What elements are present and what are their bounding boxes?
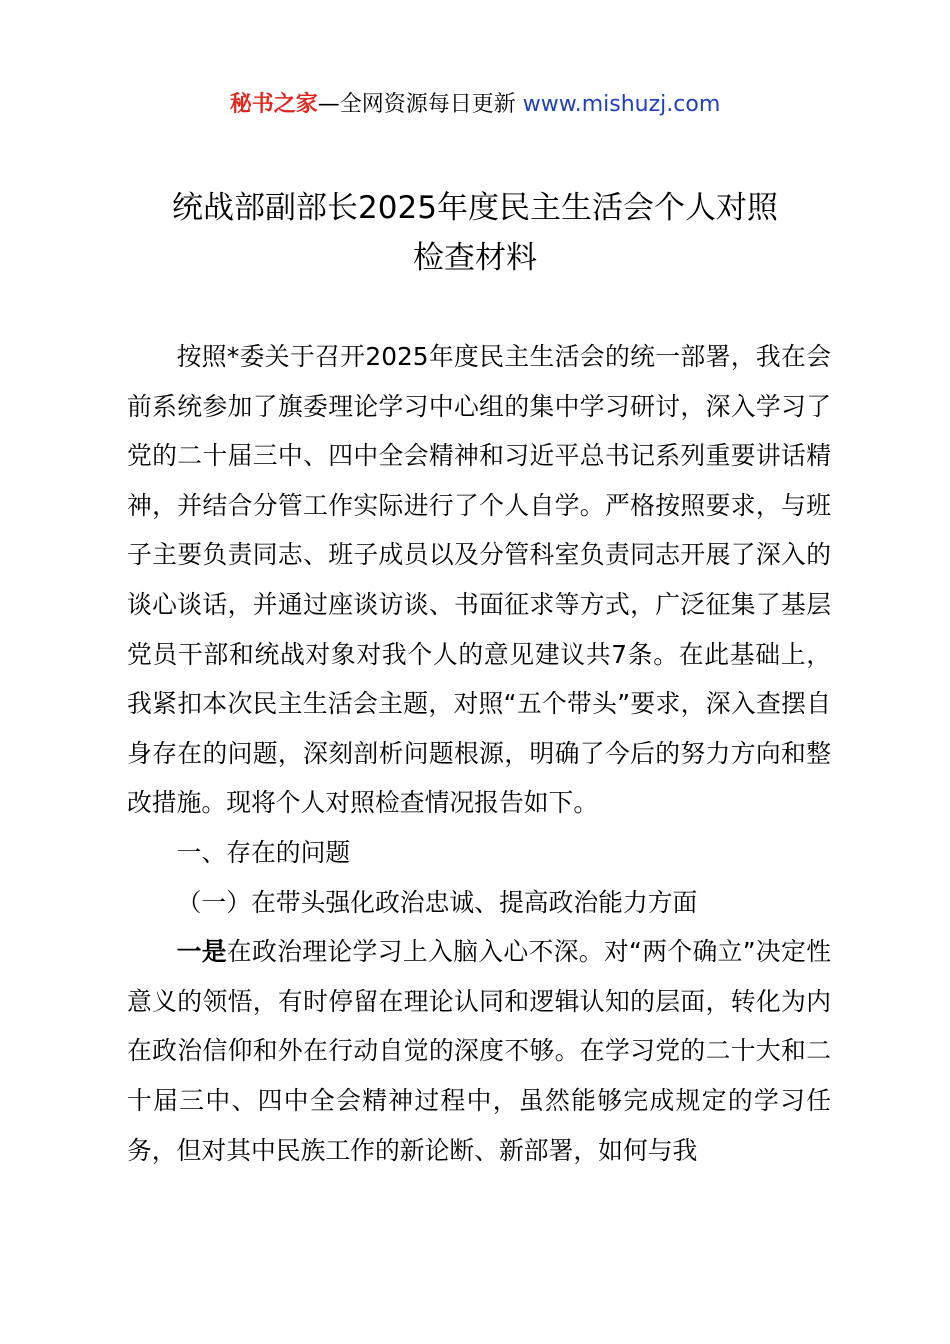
subsection-heading-1: （一）在带头强化政治忠诚、提高政治能力方面 (176, 887, 698, 917)
header-slogan: —全网资源每日更新 (317, 92, 516, 117)
title-line-2: 检查材料 (413, 240, 537, 276)
point-text-1: 在政治理论学习上入脑入心不深。对“两个确立”决定性意义的领悟，有时停留在理论认同和逻辑认知的层面，转化为内在政治信仰和外在行动自觉的深度不够。在学习党的二十大和二十届三中、四中全会精神过程中，虽然能够完成规定的学习任务，但对其中民族工作的新论断、新部署，如何与我 (127, 937, 831, 1165)
header-brand: 秘书之家 (229, 92, 318, 117)
document-body (127, 332, 831, 1175)
site-header (0, 88, 950, 122)
document-title (100, 183, 850, 283)
header-url[interactable]: www.mishuzj.com (522, 92, 721, 117)
title-line-1: 统战部副部长2025年度民主生活会个人对照 (172, 190, 778, 226)
point-paragraph-1 (127, 927, 831, 1175)
section-heading-1: 一、存在的问题 (176, 837, 351, 867)
intro-paragraph: 按照*委关于召开2025年度民主生活会的统一部署，我在会前系统参加了旗委理论学习中心组的集中学习研讨，深入学习了党的二十届三中、四中全会精神和习近平总书记系列重要讲话精神，并结合分管工作实际进行了个人自学。严格按照要求，与班子主要负责同志、班子成员以及分管科室负责同志开展了深入的谈心谈话，并通过座谈访谈、书面征求等方式，广泛征集了基层党员干部和统战对象对我个人的意见建议共7条。在此基础上，我紧扣本次民主生活会主题，对照“五个带头”要求，深入查摆自身存在的问题，深刻剖析问题根源，明确了今后的努力方向和整改措施。现将个人对照检查情况报告如下。 (127, 342, 831, 818)
point-label-1: 一是 (176, 937, 227, 967)
